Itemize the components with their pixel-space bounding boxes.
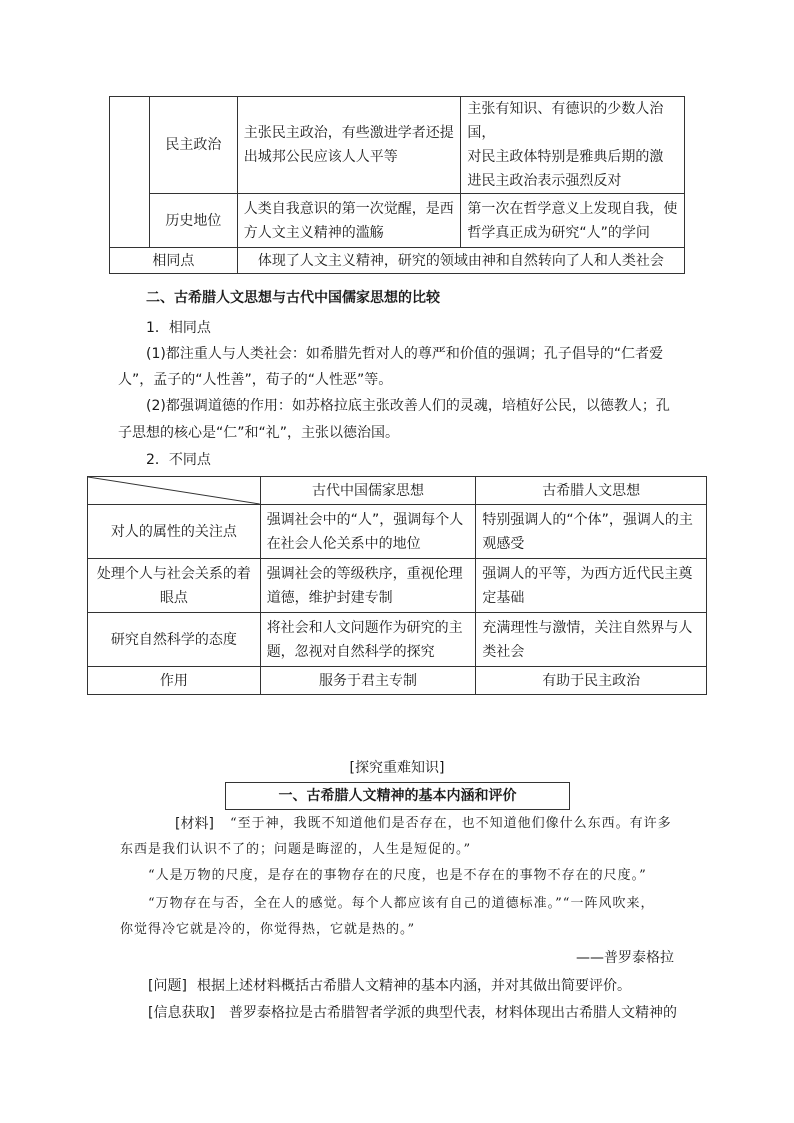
text-line: 主张民主政治，有些激进学者还提 [243, 125, 454, 141]
text-line: 题，忽视对自然科学的探究 [266, 643, 435, 660]
text-line: 进民主政治表示强烈反对 [467, 173, 622, 189]
text-line: 哲学真正成为研究“人”的学问 [467, 224, 650, 241]
text-line: 定基础 [482, 589, 525, 606]
text-line: 观感受 [482, 535, 525, 552]
cell [260, 559, 476, 613]
attribution: ——普罗泰格拉 [576, 950, 674, 966]
text-line: 特别强调人的“个体”，强调人的主 [482, 511, 693, 528]
difference-table [87, 476, 707, 695]
history-col2 [237, 194, 461, 248]
row-label [88, 505, 261, 559]
cell [476, 505, 707, 559]
quote-line: “万物存在与否，全在人的感觉。每个人都应该有自己的道德标准。”“一阵风吹来， [148, 896, 655, 911]
comparison-table-continued [109, 96, 685, 274]
cell [476, 613, 707, 667]
text-line: 处理个人与社会关系的着 [96, 565, 251, 582]
history-col3 [461, 194, 685, 248]
quote-line: “人是万物的尺度，是存在的事物存在的尺度，也是不存在的事物不存在的尺度。” [148, 868, 647, 883]
diagonal-line [88, 477, 260, 504]
text-line: 类社会 [482, 643, 525, 660]
text-line: 服务于君主专制 [319, 672, 418, 689]
question-label: [问题] [148, 978, 187, 994]
text-line: 出城邦公民应该人人平等 [243, 149, 398, 165]
info-text: 普罗泰格拉是古希腊智者学派的典型代表，材料体现出古希腊人文精神的 [229, 1005, 677, 1021]
text-line: 对人的属性的关注点 [110, 523, 237, 540]
row-label-history: 历史地位 [149, 194, 237, 248]
paragraph-line: 子思想的核心是“仁”和“礼”，主张以德治国。 [118, 425, 400, 441]
paragraph-line: (1)都注重人与人类社会：如希腊先哲对人的尊严和价值的强调；孔子倡导的“仁者爱 [146, 346, 664, 362]
question-text: 根据上述材料概括古希腊人文精神的基本内涵，并对其做出简要评价。 [197, 978, 631, 994]
quote-line: 东西是我们认识不了的；问题是晦涩的，人生是短促的。” [120, 842, 472, 857]
row-label-democracy: 民主政治 [149, 97, 237, 194]
subheading-differences: 2．不同点 [146, 452, 211, 468]
text-line: 研究自然科学的态度 [110, 631, 237, 648]
header-greek: 古希腊人文思想 [476, 477, 707, 505]
text-line: 眼点 [159, 589, 188, 606]
same-label: 相同点 [110, 248, 238, 274]
paragraph-line: (2)都强调道德的作用：如苏格拉底主张改善人们的灵魂，培植好公民，以德教人；孔 [146, 398, 670, 414]
diagonal-header-cell [88, 477, 261, 505]
text-line: 对民主政体特别是雅典后期的激 [467, 149, 664, 165]
quote-line: 你觉得冷它就是冷的，你觉得热，它就是热的。” [120, 922, 416, 937]
same-text: 体现了人文主义精神，研究的领域由神和自然转向了人和人类社会 [237, 248, 684, 274]
merged-blank-cell [110, 97, 150, 248]
text-line: 将社会和人文问题作为研究的主 [266, 619, 463, 636]
cell [260, 505, 476, 559]
text-line: 人类自我意识的第一次觉醒，是西 [243, 200, 454, 217]
text-line: 在社会人伦关系中的地位 [266, 535, 421, 552]
democracy-col3 [461, 97, 685, 194]
cell [260, 667, 476, 695]
header-confucian: 古代中国儒家思想 [260, 477, 476, 505]
text-line: 作用 [159, 672, 188, 689]
text-line: 强调社会的等级秩序，重视伦理 [266, 565, 463, 582]
text-line: 方人文主义精神的滥觞 [243, 224, 384, 241]
text-line: 道德，维护封建专制 [266, 589, 393, 606]
paragraph-line: 人”，孟子的“人性善”，荀子的“人性恶”等。 [118, 372, 393, 388]
subheading-similarities: 1．相同点 [146, 320, 211, 336]
text-line: 充满理性与激情，关注自然界与人 [482, 619, 693, 636]
text-line: 强调社会中的“人”，强调每个人 [266, 511, 464, 528]
cell [476, 667, 707, 695]
section-heading: [探究重难知识] [349, 760, 445, 776]
section-title: 二、古希腊人文思想与古代中国儒家思想的比较 [146, 290, 440, 306]
info-label: [信息获取] [148, 1005, 215, 1021]
cell [260, 613, 476, 667]
text-line: 第一次在哲学意义上发现自我，使 [467, 200, 678, 217]
row-label [88, 613, 261, 667]
row-label [88, 667, 261, 695]
quote-line: “至于神，我既不知道他们是否存在，也不知道他们像什么东西。有许多 [230, 816, 672, 831]
text-line: 强调人的平等，为西方近代民主奠 [482, 565, 693, 582]
text-line: 有助于民主政治 [542, 672, 641, 689]
democracy-col2 [237, 97, 461, 194]
text-line: 主张有知识、有德识的少数人治国， [467, 101, 664, 141]
cell [476, 559, 707, 613]
row-label [88, 559, 261, 613]
boxed-title: 一、古希腊人文精神的基本内涵和评价 [225, 782, 570, 810]
material-label: [材料] [175, 816, 214, 832]
